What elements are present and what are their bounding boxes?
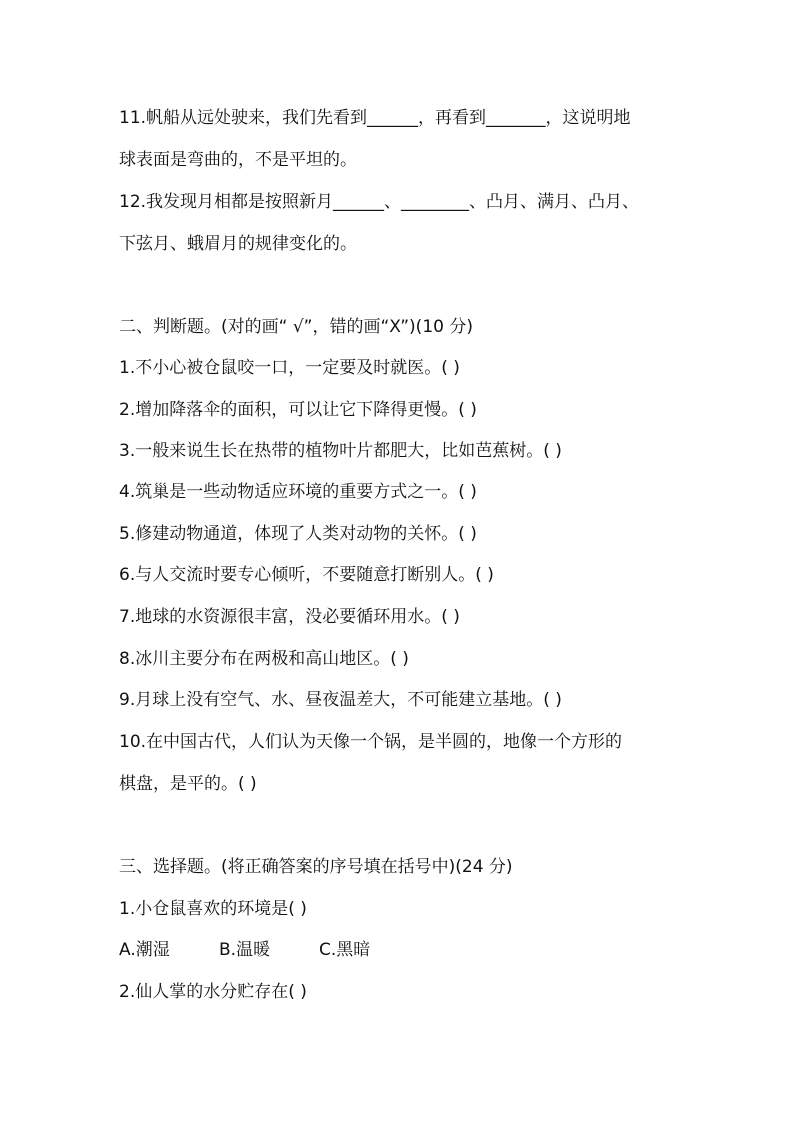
choice-q1-option-b: B.温暖: [219, 940, 271, 960]
judge-item-3: 3.一般来说生长在热带的植物叶片都肥大，比如芭蕉树。( ): [119, 441, 562, 461]
choice-heading: 三、选择题。(将正确答案的序号填在括号中)(24 分): [119, 857, 513, 877]
choice-q1-options: [119, 939, 370, 961]
choice-q1: 1.小仓鼠喜欢的环境是( ): [119, 899, 307, 919]
choice-q1-option-a: A.潮湿: [119, 940, 170, 960]
judge-item-2: 2.增加降落伞的面积，可以让它下降得更慢。( ): [119, 400, 477, 420]
judge-item-9: 9.月球上没有空气、水、昼夜温差大，不可能建立基地。( ): [119, 690, 562, 710]
judge-item-5: 5.修建动物通道，体现了人类对动物的关怀。( ): [119, 524, 477, 544]
fill-q11-line2: 球表面是弯曲的，不是平坦的。: [119, 150, 357, 170]
fill-q12-line2: 下弦月、蛾眉月的规律变化的。: [119, 234, 357, 254]
judge-item-8: 8.冰川主要分布在两极和高山地区。( ): [119, 649, 409, 669]
judge-item-1: 1.不小心被仓鼠咬一口，一定要及时就医。( ): [119, 358, 460, 378]
judge-item-4: 4.筑巢是一些动物适应环境的重要方式之一。( ): [119, 482, 477, 502]
judge-heading: 二、判断题。(对的画“ √”，错的画“X”)(10 分): [119, 317, 473, 337]
fill-q12-line1: 12.我发现月相都是按照新月______、________、凸月、满月、凸月、: [119, 192, 640, 212]
choice-q1-option-c: C.黑暗: [319, 940, 371, 960]
judge-item-7: 7.地球的水资源很丰富，没必要循环用水。( ): [119, 607, 460, 627]
judge-item-6: 6.与人交流时要专心倾听，不要随意打断别人。( ): [119, 565, 494, 585]
choice-q2: 2.仙人掌的水分贮存在( ): [119, 982, 307, 1002]
fill-q11-line1: 11.帆船从远处驶来，我们先看到______，再看到_______，这说明地: [119, 108, 631, 128]
judge-item-10-line1: 10.在中国古代，人们认为天像一个锅，是半圆的，地像一个方形的: [119, 732, 623, 752]
judge-item-10-line2: 棋盘，是平的。( ): [119, 774, 257, 794]
